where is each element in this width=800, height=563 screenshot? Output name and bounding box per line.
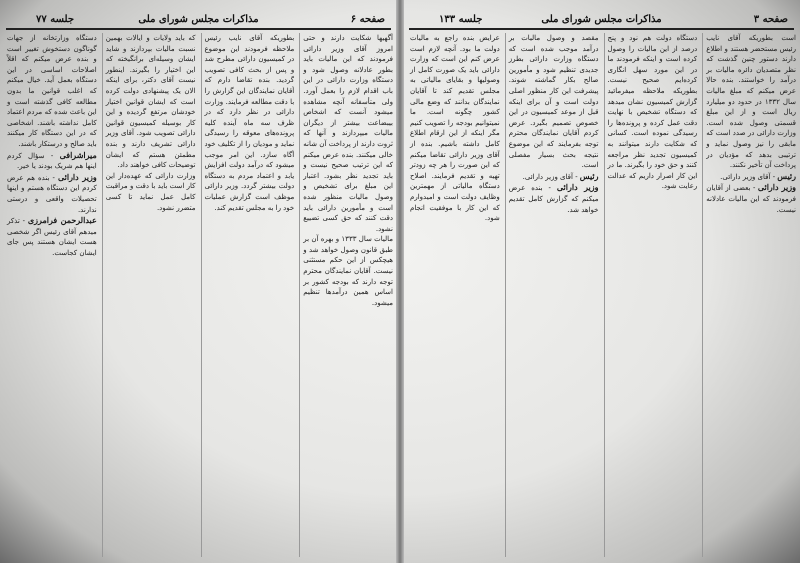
paragraph <box>608 33 698 192</box>
page-number: صفحه ۶ <box>350 14 385 25</box>
paragraph-text: بعضی از آقایان فرمودند که این مالیات عادلانه نیست. <box>706 184 796 214</box>
speaker-name: وزیر دارائی <box>757 182 796 193</box>
paragraph-text: وزارت دارائی که عهده‌دار این کار است باید با دقت و مراقبت کامل عمل نماید تا کسی متضرر نشود. <box>105 171 196 212</box>
speaker-name: وزیر دارائی <box>556 182 599 193</box>
paragraph <box>303 33 393 234</box>
header-rule <box>409 28 794 30</box>
paragraph <box>106 33 196 171</box>
text-column <box>102 33 196 557</box>
paragraph: وزیر دارائی - بنده هم عرض کردم این دستگاه هستم و اینها تحصیلات واقعی و درستی ندارند. <box>7 171 97 214</box>
paragraph-text: مقصد و وصول مالیات بر درآمد موجب شده است که دستگاه وزارت دارائی بطرز جدیدی تنظیم شود و مأمورین صالح بکار گماشته شوند. پیشرفت این کار منظور اصلی دولت است و آن برای اینکه قبل از موعد کمیسیون در این خصوص تصمیم بگیرد. عرض کردم آقایان نمایندگان محترم توجه بفرمایند که این موضوع نتیجه بحث بسیار مفصلی است. <box>508 34 599 170</box>
paragraph-text: آقای وزیر دارائی. <box>522 172 573 181</box>
session-number: جلسه ۱۳۳ <box>439 14 483 25</box>
paragraph-text: که باید ولایات و ایالات بهمین نسبت مالیات بپردازند و شاید ایشان وسیله‌ای برانگیخته که این اختیار را بگیرند. اینطور نیست آقای دکتر، برای اینکه الان یک پیشنهادی دولت کرده است که ایشان قوانین اختیار خودشان مرتفع گردیده و این کار بوسیله کمیسیون قوانین دارائی تصویب شود. آقای وزیر دارائی تشریف دارند و بنده مطمئن هستم که ایشان توضیحات کافی خواهند داد. <box>105 34 196 170</box>
paragraph-text: است بطوریکه آقای نایب رئیس مستحضر هستند و اطلاع دارند دستور چنین گذشت که نظر متصدیان دائره مالیات بر درآمد را خواستند. بنده حالا عرض میکنم که مبلغ مالیات سال ۱۳۳۲ در حدود دو میلیارد ریال است و از این مبلغ قسمتی وصول شده است. وزارت دارائی در صدد است که مابقی را نیز وصول نماید و ترتیبی بدهد که مؤدیان در پرداخت آن تأخیر نکنند. <box>706 34 796 170</box>
paragraph-text: دستگاه وزارتخانه از جهات گوناگون دستخوش تغییر است و بنده عرض میکنم که اقلاً اصلاحات اساسی در این دستگاه بعمل آید. خیال میکنم که اغلب قوانین ما بدون مطالعه کافی گذشته است و این باعث شده که مردم اعتماد کامل نداشته باشند. اشخاصی که در این دستگاه کار میکنند باید صالح و درستکار باشند. <box>7 34 97 148</box>
paragraph-text: مالیات سال ۱۳۳۳ و بهره آن بر طبق قانون وصول خواهد شد و هیچکس از این حکم مستثنی نیست. آقایان نمایندگان محترم توجه دارند که بودجه کشور بر اساس همین درآمدها تنظیم میشود. <box>303 235 393 307</box>
speaker-name: عبدالرحمن فرامرزی <box>27 215 97 226</box>
paragraph-text: بطوریکه آقای نایب رئیس ملاحظه فرمودند این موضوع در کمیسیون دارائی مطرح شد و پس از بحث کافی تصویب گردید. بنده تقاضا دارم که آقایان نمایندگان این گزارش را با دقت مطالعه فرمایند. وزارت دارائی در نظر دارد که در ظرف سه ماه آینده کلیه پرونده‌های معوقه را رسیدگی نماید و مودیان را از تکلیف خود آگاه سازد. این امر موجب میشود که درآمد دولت افزایش یابد و اعتماد مردم به دستگاه دولت بیشتر گردد. وزیر دارائی موظف است گزارش عملیات خود را به مجلس تقدیم کند. <box>204 34 295 212</box>
paragraph <box>106 171 196 213</box>
paragraph-text: تذکر میدهم آقای رئیس اگر شخصی هست ایشان هستند پس جای ایشان کجاست. <box>7 217 97 257</box>
text-column <box>299 33 393 557</box>
paragraph: رئیس - آقای وزیر دارائی. <box>720 170 796 181</box>
speaker-name: رئیس <box>777 170 796 181</box>
paragraph-text: دستگاه دولت هم نود و پنج درصد از این مالیات را وصول کرده است و اینکه فرمودند ما در این مورد سهل انگاری کرده‌ایم صحیح نیست. بطوریکه ملاحظه میفرمائید گزارش کمیسیون نشان میدهد که دستگاه تشخیص با نهایت دقت عمل کرده و پرونده‌ها را رسیدگی نموده است. کسانی که شکایت دارند میتوانند به کمیسیون تجدید نظر مراجعه کنند و حق خود را بگیرند. ما در این کار اصرار داریم که عدالت رعایت شود. <box>607 34 698 191</box>
text-columns <box>407 33 796 557</box>
page-header <box>6 14 391 28</box>
paragraph-text: عرایض بنده راجع به مالیات دولت ما بود. آنچه لازم است عرض کنم این است که وزارت دارائی باید یک صورت کامل از وصولیها و بقایای مالیاتی به مجلس تقدیم کند تا آقایان نمایندگان بدانند که وضع مالی کشور چگونه است. ما نمیتوانیم بودجه را تصویب کنیم مگر اینکه از این ارقام اطلاع کامل داشته باشیم. بنده از آقای وزیر دارائی تقاضا میکنم که این صورت را هر چه زودتر تهیه و تقدیم فرمایند. اصلاح دستگاه مالیاتی از مهمترین وظایف دولت است و امیدوارم که این کار با موفقیت انجام شود. <box>410 34 500 223</box>
speaker-name: میراشرافی <box>59 149 97 160</box>
page-gutter <box>396 0 404 563</box>
paragraph <box>7 33 97 150</box>
paragraph <box>205 33 295 213</box>
paragraph-text: آگهیها شکایت دارند و حتی امروز آقای وزیر دارائی فرمودند که این مالیات باید بطور عادلانه وصول شود و دستگاه وزارت دارائی در این باب اقدام لازم را بعمل آورد. ولی متأسفانه آنچه مشاهده میشود آنست که اشخاص بیبضاعت بیشتر از دیگران مالیات میپردازند و آنها که ثروت دارند از پرداخت آن شانه خالی میکنند. بنده عرض میکنم که این ترتیب صحیح نیست و باید تجدید نظر بشود. اعتبار این مبلغ برای تشخیص و وصول مالیات منظور شده است و مأمورین دارائی باید دقت کنند که حق کسی تضییع نشود. <box>303 34 393 233</box>
paragraph-text: آقای وزیر دارائی. <box>720 172 771 181</box>
text-column <box>604 33 698 557</box>
text-column <box>4 33 97 557</box>
left-page <box>0 0 397 563</box>
paragraph <box>303 234 393 308</box>
page-title: مذاکرات مجلس شورای ملی <box>138 14 259 25</box>
page-header <box>409 14 794 28</box>
paragraph <box>706 33 796 171</box>
speaker-name: وزیر دارائی <box>57 171 97 182</box>
paragraph-text: سؤال کردم اینها هم شریک بودند یا خیر. <box>7 151 97 171</box>
text-column <box>505 33 599 557</box>
text-columns <box>4 33 393 557</box>
header-rule <box>6 28 391 30</box>
text-column <box>201 33 295 557</box>
paragraph: وزیر دارائی - بعضی از آقایان فرمودند که این مالیات عادلانه نیست. <box>706 182 796 214</box>
paragraph: رئیس - آقای وزیر دارائی. <box>522 170 599 181</box>
page-number: صفحه ۳ <box>753 14 788 25</box>
paragraph-text: بنده عرض میکنم که گزارش کامل تقدیم خواهد شد. <box>508 184 599 214</box>
paragraph: وزیر دارائی - بنده عرض میکنم که گزارش کامل تقدیم خواهد شد. <box>508 182 599 214</box>
paragraph: میراشرافی - سؤال کردم اینها هم شریک بودند یا خیر. <box>7 149 97 171</box>
right-page <box>403 0 800 563</box>
session-number: جلسه ۷۷ <box>36 14 75 25</box>
text-column <box>407 33 500 557</box>
paragraph <box>509 33 599 171</box>
paragraph-text: بنده هم عرض کردم این دستگاه هستم و اینها تحصیلات واقعی و درستی ندارند. <box>7 173 97 214</box>
paragraph: عبدالرحمن فرامرزی - تذکر میدهم آقای رئیس اگر شخصی هست ایشان هستند پس جای ایشان کجاست. <box>7 215 97 257</box>
paragraph <box>410 33 500 224</box>
speaker-name: رئیس <box>579 170 599 181</box>
page-title: مذاکرات مجلس شورای ملی <box>541 14 662 25</box>
text-column <box>702 33 796 557</box>
